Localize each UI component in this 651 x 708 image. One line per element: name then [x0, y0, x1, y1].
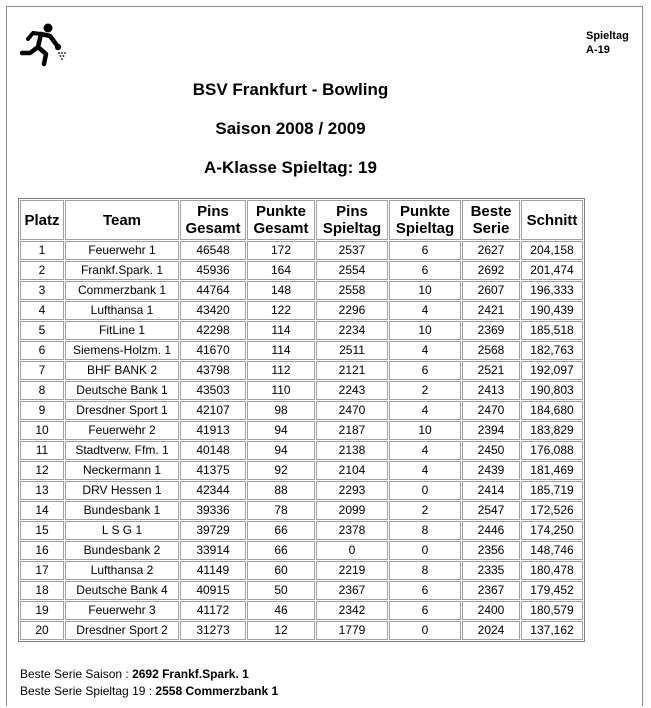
cell-beste-serie: 2627: [462, 241, 520, 260]
best-series-round-value: 2558 Commerzbank 1: [155, 684, 279, 698]
cell-beste-serie: 2446: [462, 521, 520, 540]
cell-punkte-gesamt: 78: [247, 501, 315, 520]
table-row: [20, 421, 583, 440]
cell-platz: 16: [20, 541, 64, 560]
cell-pins-gesamt: 41913: [180, 421, 246, 440]
cell-punkte-gesamt: 50: [247, 581, 315, 600]
cell-punkte-spieltag: 6: [389, 581, 461, 600]
cell-punkte-gesamt: 92: [247, 461, 315, 480]
cell-punkte-gesamt: 122: [247, 301, 315, 320]
cell-pins-gesamt: 42298: [180, 321, 246, 340]
cell-pins-gesamt: 33914: [180, 541, 246, 560]
table-row: [20, 301, 583, 320]
cell-team: Frankf.Spark. 1: [65, 261, 179, 280]
table-row: [20, 361, 583, 380]
table-row: [20, 241, 583, 260]
cell-pins-gesamt: 46548: [180, 241, 246, 260]
cell-punkte-spieltag: 0: [389, 621, 461, 640]
footer-block: [20, 666, 278, 700]
cell-pins-spieltag: 0: [316, 541, 388, 560]
cell-punkte-spieltag: 0: [389, 481, 461, 500]
cell-punkte-gesamt: 94: [247, 421, 315, 440]
table-row: [20, 501, 583, 520]
cell-team: BHF BANK 2: [65, 361, 179, 380]
cell-pins-spieltag: 2558: [316, 281, 388, 300]
cell-schnitt: 190,803: [521, 381, 583, 400]
cell-punkte-gesamt: 148: [247, 281, 315, 300]
cell-schnitt: 172,526: [521, 501, 583, 520]
cell-schnitt: 174,250: [521, 521, 583, 540]
cell-punkte-gesamt: 88: [247, 481, 315, 500]
cell-beste-serie: 2394: [462, 421, 520, 440]
header-text: Platz: [24, 211, 60, 229]
cell-platz: 12: [20, 461, 64, 480]
cell-pins-gesamt: 41670: [180, 341, 246, 360]
cell-platz: 9: [20, 401, 64, 420]
cell-platz: 2: [20, 261, 64, 280]
cell-punkte-spieltag: 2: [389, 501, 461, 520]
cell-pins-gesamt: 41375: [180, 461, 246, 480]
cell-pins-gesamt: 40915: [180, 581, 246, 600]
table-row: [20, 581, 583, 600]
header-text: Spieltag: [322, 220, 382, 237]
cell-punkte-gesamt: 46: [247, 601, 315, 620]
cell-beste-serie: 2335: [462, 561, 520, 580]
cell-schnitt: 190,439: [521, 301, 583, 320]
cell-punkte-gesamt: 112: [247, 361, 315, 380]
table-row: [20, 261, 583, 280]
table-header-row: [20, 200, 583, 240]
cell-team: FitLine 1: [65, 321, 179, 340]
cell-pins-spieltag: 2187: [316, 421, 388, 440]
header-schnitt: [521, 200, 583, 240]
cell-beste-serie: 2439: [462, 461, 520, 480]
cell-punkte-spieltag: 6: [389, 361, 461, 380]
header-text: Pins: [197, 203, 229, 220]
cell-pins-gesamt: 44764: [180, 281, 246, 300]
cell-team: Lufthansa 1: [65, 301, 179, 320]
title-block: [0, 78, 581, 195]
cell-platz: 14: [20, 501, 64, 520]
cell-schnitt: 181,469: [521, 461, 583, 480]
cell-punkte-gesamt: 94: [247, 441, 315, 460]
cell-punkte-gesamt: 114: [247, 341, 315, 360]
cell-beste-serie: 2413: [462, 381, 520, 400]
cell-punkte-gesamt: 12: [247, 621, 315, 640]
cell-team: Feuerwehr 2: [65, 421, 179, 440]
cell-beste-serie: 2450: [462, 441, 520, 460]
cell-platz: 8: [20, 381, 64, 400]
cell-punkte-gesamt: 98: [247, 401, 315, 420]
cell-beste-serie: 2414: [462, 481, 520, 500]
table-row: [20, 561, 583, 580]
table-row: [20, 621, 583, 640]
cell-schnitt: 204,158: [521, 241, 583, 260]
standings-table: [18, 198, 585, 642]
cell-platz: 1: [20, 241, 64, 260]
table-row: [20, 281, 583, 300]
table-row: [20, 601, 583, 620]
cell-punkte-spieltag: 10: [389, 281, 461, 300]
cell-platz: 19: [20, 601, 64, 620]
table-row: [20, 341, 583, 360]
cell-schnitt: 180,478: [521, 561, 583, 580]
header-text: Beste: [470, 203, 512, 220]
season-title: Saison 2008 / 2009: [215, 119, 366, 138]
cell-schnitt: 183,829: [521, 421, 583, 440]
cell-punkte-spieltag: 4: [389, 401, 461, 420]
cell-pins-gesamt: 43798: [180, 361, 246, 380]
cell-platz: 18: [20, 581, 64, 600]
cell-beste-serie: 2607: [462, 281, 520, 300]
cell-pins-gesamt: 31273: [180, 621, 246, 640]
cell-schnitt: 192,097: [521, 361, 583, 380]
cell-pins-spieltag: 2554: [316, 261, 388, 280]
cell-team: Feuerwehr 1: [65, 241, 179, 260]
best-series-season: [20, 666, 278, 683]
cell-punkte-spieltag: 4: [389, 441, 461, 460]
cell-pins-gesamt: 43420: [180, 301, 246, 320]
cell-platz: 6: [20, 341, 64, 360]
cell-punkte-spieltag: 4: [389, 341, 461, 360]
cell-platz: 17: [20, 561, 64, 580]
cell-schnitt: 176,088: [521, 441, 583, 460]
cell-punkte-gesamt: 66: [247, 541, 315, 560]
cell-schnitt: 185,518: [521, 321, 583, 340]
cell-team: Dresdner Sport 1: [65, 401, 179, 420]
cell-pins-gesamt: 41172: [180, 601, 246, 620]
cell-schnitt: 185,719: [521, 481, 583, 500]
cell-team: Bundesbank 2: [65, 541, 179, 560]
cell-pins-spieltag: 2104: [316, 461, 388, 480]
cell-punkte-spieltag: 10: [389, 321, 461, 340]
spieltag-corner-label: [586, 29, 629, 57]
cell-team: Deutsche Bank 4: [65, 581, 179, 600]
cell-beste-serie: 2421: [462, 301, 520, 320]
cell-schnitt: 180,579: [521, 601, 583, 620]
cell-beste-serie: 2024: [462, 621, 520, 640]
cell-schnitt: 182,763: [521, 341, 583, 360]
cell-team: Feuerwehr 3: [65, 601, 179, 620]
header-text: Gesamt: [185, 220, 241, 237]
table-row: [20, 481, 583, 500]
cell-punkte-gesamt: 114: [247, 321, 315, 340]
cell-platz: 7: [20, 361, 64, 380]
header-punkte-spieltag: [389, 200, 461, 240]
cell-pins-gesamt: 40148: [180, 441, 246, 460]
club-title: BSV Frankfurt - Bowling: [192, 80, 389, 99]
cell-platz: 13: [20, 481, 64, 500]
cell-beste-serie: 2367: [462, 581, 520, 600]
cell-pins-spieltag: 2099: [316, 501, 388, 520]
cell-pins-gesamt: 41149: [180, 561, 246, 580]
cell-beste-serie: 2521: [462, 361, 520, 380]
header-text: Punkte: [399, 203, 450, 220]
cell-pins-spieltag: 2296: [316, 301, 388, 320]
cell-pins-gesamt: 43503: [180, 381, 246, 400]
cell-pins-spieltag: 2243: [316, 381, 388, 400]
cell-punkte-gesamt: 110: [247, 381, 315, 400]
cell-platz: 10: [20, 421, 64, 440]
cell-punkte-spieltag: 6: [389, 601, 461, 620]
best-series-round-label: Beste Serie Spieltag 19 :: [20, 684, 156, 698]
cell-pins-spieltag: 2342: [316, 601, 388, 620]
cell-platz: 11: [20, 441, 64, 460]
table-row: [20, 401, 583, 420]
cell-punkte-spieltag: 0: [389, 541, 461, 560]
cell-pins-gesamt: 39729: [180, 521, 246, 540]
cell-pins-spieltag: 2138: [316, 441, 388, 460]
cell-beste-serie: 2692: [462, 261, 520, 280]
table-row: [20, 541, 583, 560]
cell-team: DRV Hessen 1: [65, 481, 179, 500]
cell-beste-serie: 2568: [462, 341, 520, 360]
cell-schnitt: 201,474: [521, 261, 583, 280]
header-text: Pins: [336, 203, 368, 220]
cell-team: Lufthansa 2: [65, 561, 179, 580]
cell-platz: 5: [20, 321, 64, 340]
cell-beste-serie: 2356: [462, 541, 520, 560]
cell-pins-spieltag: 1779: [316, 621, 388, 640]
header-text: Serie: [472, 220, 510, 237]
bowling-player-icon: [19, 22, 69, 68]
cell-pins-gesamt: 39336: [180, 501, 246, 520]
cell-schnitt: 148,746: [521, 541, 583, 560]
cell-punkte-spieltag: 10: [389, 421, 461, 440]
cell-pins-spieltag: 2234: [316, 321, 388, 340]
header-text: Schnitt: [526, 211, 578, 229]
corner-line-1: Spieltag: [586, 30, 629, 42]
header-punkte-gesamt: [247, 200, 315, 240]
cell-pins-gesamt: 42107: [180, 401, 246, 420]
cell-punkte-spieltag: 4: [389, 461, 461, 480]
cell-pins-spieltag: 2121: [316, 361, 388, 380]
cell-platz: 15: [20, 521, 64, 540]
header-team: [65, 200, 179, 240]
cell-punkte-spieltag: 6: [389, 241, 461, 260]
table-body: [20, 241, 583, 640]
cell-team: Neckermann 1: [65, 461, 179, 480]
header-text: Team: [102, 211, 142, 229]
cell-beste-serie: 2400: [462, 601, 520, 620]
cell-pins-spieltag: 2219: [316, 561, 388, 580]
cell-beste-serie: 2470: [462, 401, 520, 420]
table-row: [20, 441, 583, 460]
cell-pins-spieltag: 2293: [316, 481, 388, 500]
cell-beste-serie: 2369: [462, 321, 520, 340]
cell-schnitt: 184,680: [521, 401, 583, 420]
round-title: A-Klasse Spieltag: 19: [204, 158, 377, 177]
best-series-round: [20, 683, 278, 700]
cell-pins-spieltag: 2537: [316, 241, 388, 260]
cell-punkte-gesamt: 172: [247, 241, 315, 260]
cell-punkte-gesamt: 60: [247, 561, 315, 580]
cell-punkte-spieltag: 8: [389, 561, 461, 580]
cell-punkte-spieltag: 4: [389, 301, 461, 320]
header-text: Gesamt: [253, 220, 309, 237]
cell-punkte-gesamt: 66: [247, 521, 315, 540]
best-series-season-label: Beste Serie Saison :: [20, 667, 133, 681]
table-row: [20, 521, 583, 540]
cell-platz: 20: [20, 621, 64, 640]
cell-pins-spieltag: 2470: [316, 401, 388, 420]
header-text: Spieltag: [395, 220, 455, 237]
table-row: [20, 321, 583, 340]
cell-pins-spieltag: 2367: [316, 581, 388, 600]
cell-team: Bundesbank 1: [65, 501, 179, 520]
cell-punkte-spieltag: 2: [389, 381, 461, 400]
header-pins-spieltag: [316, 200, 388, 240]
cell-team: Siemens-Holzm. 1: [65, 341, 179, 360]
cell-schnitt: 179,452: [521, 581, 583, 600]
cell-team: Deutsche Bank 1: [65, 381, 179, 400]
cell-punkte-spieltag: 6: [389, 261, 461, 280]
cell-schnitt: 137,162: [521, 621, 583, 640]
cell-pins-gesamt: 42344: [180, 481, 246, 500]
cell-platz: 4: [20, 301, 64, 320]
cell-punkte-gesamt: 164: [247, 261, 315, 280]
header-platz: [20, 200, 64, 240]
cell-pins-spieltag: 2378: [316, 521, 388, 540]
cell-schnitt: 196,333: [521, 281, 583, 300]
cell-team: Commerzbank 1: [65, 281, 179, 300]
cell-team: Stadtverw. Ffm. 1: [65, 441, 179, 460]
cell-beste-serie: 2547: [462, 501, 520, 520]
cell-punkte-spieltag: 8: [389, 521, 461, 540]
header-beste-serie: [462, 200, 520, 240]
header-text: Punkte: [255, 203, 306, 220]
header-pins-gesamt: [180, 200, 246, 240]
table-row: [20, 461, 583, 480]
cell-pins-spieltag: 2511: [316, 341, 388, 360]
cell-team: L S G 1: [65, 521, 179, 540]
cell-pins-gesamt: 45936: [180, 261, 246, 280]
corner-line-2: A-19: [586, 44, 610, 56]
cell-platz: 3: [20, 281, 64, 300]
table-row: [20, 381, 583, 400]
best-series-season-value: 2692 Frankf.Spark. 1: [132, 667, 249, 681]
cell-team: Dresdner Sport 2: [65, 621, 179, 640]
